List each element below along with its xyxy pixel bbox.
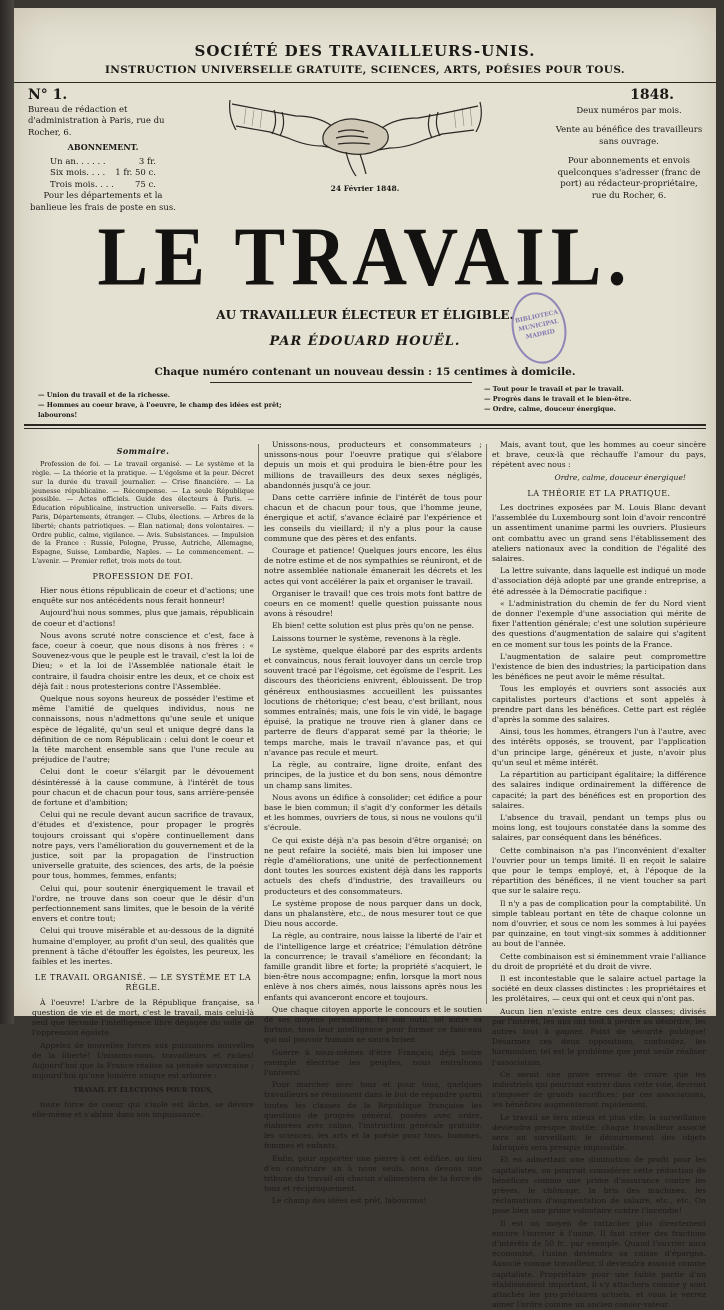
paragraph: Tous les employés et ouvriers sont associés aux capitalistes porteurs d'actions et sont appelés à prendre part dans les bénéfices. Cette part est réglée d'après la somme des salaires. <box>492 684 706 725</box>
paragraph: Guerre à nous-mêmes d'être Français; déjà notre exemple électrise les peuples, nous entraînons l'univers! <box>264 1047 482 1077</box>
paragraph: Celui qui ne recule devant aucun sacrifice de travaux, d'études et d'existence, pour propager le progrès toujours croissant qui s'opère continuellement dans notre pays, vers l'amélioration du gouvernement et de la justice, soit par la propagation de l'instruction universelle gratuite, des sciences, des arts, de la poésie pour tous, hommes, femmes, enfants; <box>32 810 254 881</box>
frequency-note: Deux numéros par mois. <box>576 105 682 116</box>
paragraph: Dans cette carrière infinie de l'intérêt de tous pour chacun et de chacun pour tous, que l'homme jeune, énergique et actif, s'avance éclairé par l'expérience et les conseils du vieillard; il n'y a plus pour la cause commune que des pères et des enfants. <box>264 493 482 543</box>
subscription-contact: Pour abonnements et envois quelconques s'adresser (franc de port) au rédacteur-propriétaire, rue du Rocher, 6. <box>557 156 701 201</box>
paragraph: Ce serait une grave erreur de croire que les industriels qui pourront entrer dans cette voie, devront s'imposer de grands sacrifices; par ces associations, les bénéfices augmenteront rapidement. <box>492 1069 706 1110</box>
column-2 <box>264 440 482 1206</box>
price-row: Six mois. . . . 1 fr. 50 c. <box>50 168 156 178</box>
paragraph: Mais, avant tout, que les hommes au coeur sincère et brave, ceux-là que réchauffe l'amour du pays, répètent avec nous : <box>492 440 706 470</box>
heading-travail-organise: LE TRAVAIL ORGANISÉ. — LE SYSTÈME ET LA RÈGLE. <box>34 973 252 993</box>
paragraph: Nous avons un édifice à consolider; cet édifice a pour base le bien commun; il s'agit d'y conformer les détails et les hommes, ouvriers de tous, si nous ne voulons qu'il s'écroule. <box>264 792 482 833</box>
heading-theorie: LA THÉORIE ET LA PRATIQUE. <box>527 488 671 498</box>
dangling-fingers <box>346 152 366 176</box>
mottos-right: — Tout pour le travail et par le travail. — Progrès dans le travail et le bien-être. — Ordre, calme, douceur énergique. <box>484 385 632 413</box>
author-line: PAR ÉDOUARD HOUËL. <box>269 334 461 349</box>
paragraph: Courage et patience! Quelques jours encore, les élus de notre estime et de nos sympathies se réuniront, et de notre assemblée nationale émanerait les décrets et les actes qui vont accélérer la paix et organiser le travail. <box>264 546 482 586</box>
price-row: Trois mois. . . . 75 c. <box>50 179 156 190</box>
sale-benefit-note: Vente au bénéfice des travailleurs sans ouvrage. <box>555 125 703 147</box>
left-info-block <box>28 87 178 214</box>
paragraph: Nous avons scruté notre conscience et c'est, face à face, coeur à coeur, que nous disons à nos frères : « Souvenez-vous que le peuple est le travail, c'est la loi de Dieu; » et la loi de l'Assemblée nationale était le contraire, il faudra choisir entre les deux, et ce choix est déjà fait : nous protesterions contre l'Assemblée. <box>32 630 254 691</box>
paragraph: Aujourd'hui nous sommes, plus que jamais, républicain de coeur et d'actions! <box>32 608 254 628</box>
price-underline <box>210 382 472 383</box>
paragraph: Cette combinaison est si éminemment vraie l'alliance du droit de propriété et du droit de vivre. <box>492 951 706 971</box>
paragraph: Le système propose de nous parquer dans un dock, dans un phalanstère, etc., de nous mesurer tout ce que Dieu nous accorde. <box>264 898 482 929</box>
left-cuff-band <box>272 110 276 134</box>
column-separator <box>258 444 259 1004</box>
paragraph: Il est incontestable que le salaire actuel partage la société en deux classes distinctes : les propriétaires et les prolétaires, — ceux qui ont et ceux qui n'ont pas. <box>492 973 706 1004</box>
paragraph: Celui dont le coeur s'élargit par le dévouement désintéressé à la cause commune, à l'intérêt de tous pour chacun et de chacun pour tous, sans arrière-pensée de fortune et d'ambition; <box>32 767 254 808</box>
issue-year: 1848. <box>630 87 674 103</box>
paragraph: La règle, au contraire, nous laisse la liberté de l'air et de l'intelligence large et créatrice; l'émulation détrône la concurrence; le travail s'améliore en fécondant; la famille grandit libre et forte; la propriété s'acquiert, le bien-être nous accompagne; enfin, lorsque la mort nous enlève à nos chers aimés, nous laissons après nous les enfants qui avanceront encore et toujours. <box>264 931 482 1002</box>
society-tagline: INSTRUCTION UNIVERSELLE GRATUITE, SCIENCES, ARTS, POÉSIES POUR TOUS. <box>105 64 625 76</box>
paragraph: Hier nous étions républicain de coeur et d'actions; une enquête sur nos antécédents nous ferait honneur! <box>32 585 254 606</box>
paragraph: Quelque nous soyons heureux de posséder l'estime et même l'amitié de quelques individus, nous ne connaissons, nous n'admettons qu'une seule et unique espèce de légalité, qu'un seul et unique degré dans la définition de ce nom Républicain : celui dont le coeur et la tête marchent ensemble sans que l'une recule au préjudice de l'autre; <box>32 694 254 765</box>
column-1 <box>32 440 254 1119</box>
paragraph: La règle, au contraire, ligne droite, enfant des principes, de la justice et du bon sens, nous démontre un champ sans limites. <box>264 760 482 790</box>
sommaire-title: Sommaire. <box>116 446 170 456</box>
departements-note: Pour les départements et la banlieue les frais de poste en sus. <box>30 191 176 213</box>
paragraph: L'augmentation de salaire peut compromettre l'existence de bien des industries; la participation dans les bénéfices ne peut avoir le même résultat. <box>492 651 706 682</box>
paragraph: Celui qui trouve misérable et au-dessous de la dignité humaine d'employer, au profit d'un seul, des qualités que prennent à tâche d'étouffer les égoïstes, les peureux, les faibles et les inertes. <box>32 926 254 967</box>
paragraph: Ainsi, tous les hommes, étrangers l'un à l'autre, avec des intérêts opposés, se trouvent, par l'application d'un principe large, généreux et juste, n'avoir plus qu'un seul et même intérêt. <box>492 727 706 767</box>
motto-line: Ordre, calme, douceur énergique! <box>554 472 686 482</box>
heading-elections: TRAVAIL ET ÉLECTIONS POUR TOUS, <box>73 1086 213 1095</box>
paragraph: Cette combinaison n'a pas l'inconvénient d'exalter l'ouvrier pour un temps limité. Il en reçoit le salaire que pour le temps employé, et, à l'époque de la répartition des bénéfices, il ne vient toucher sa part que sur le salaire reçu. <box>492 845 706 896</box>
paragraph: « L'administration du chemin de fer du Nord vient de donner l'exemple d'une association qui mérite de fixer l'attention générale; c'est une solution supérieure des questions d'augmentation de salaire qui s'agitent en ce moment sur tous les points de la France. <box>492 598 706 649</box>
paragraph: Pour marcher avec tous et pour tous, quelques travailleurs se réunissent dans le but de répandre parmi toutes les classes de la République française les questions de progrès général, posées avec ordre, élaborées avec calme, l'instruction générale gratuite, les sciences, les arts et la poésie pour tous, hommes, femmes et enfants. <box>264 1080 482 1151</box>
bureau-address: Bureau de rédaction et d'administration à Paris, rue du Rocher, 6. <box>28 104 165 138</box>
header-bottom-rule-thin <box>24 428 706 429</box>
paragraph: Il est un moyen de rattacher plus directement encore l'ouvrier à l'usine. Il faut créer des fractions d'intérêts de 50 fr., par exemple. Quand l'ouvrier aura économisé, l'usine deviendra sa caisse d'épargne. Associé comme travailleur, il deviendra associé comme capitaliste. Propriétaire pour une faible partie d'un établissement important, il s'y attachera comme y sont attachés les pro-priétaires actuels, et vous le verrez aimer l'ordre comme un ancien conser-vateur. <box>492 1218 706 1310</box>
paragraph: À l'oeuvre! L'arbre de la République française, sa question de vie et de mort, c'est le travail, mais celui-là seul que féconde l'intelligence libre dégagée du voile de l'oppression égoïste. <box>32 997 254 1038</box>
library-stamp: BIBLIOTECA MUNICIPAL MADRID <box>505 287 573 369</box>
header-bottom-rule <box>24 424 706 426</box>
society-name: SOCIÉTÉ DES TRAVAILLEURS-UNIS. <box>194 42 536 60</box>
paragraph: Et en admettant une diminution de profit pour les capitalistes, on pourrait considérer cette réduction de bénéfices comme une prime d'assurance contre les grèves, le chômage, la bris des machines, les réclamations d'augmentation de salaire, etc., etc. On pose bien une prime volontaire contre l'incendie! <box>492 1155 706 1216</box>
newspaper-title: LE TRAVAIL. <box>97 210 633 304</box>
paragraph: Organiser le travail! que ces trois mots font battre de coeurs en ce moment! quelle question puissante nous avons à résoudre! <box>264 588 482 619</box>
paragraph: Laissons tourner le système, revenons à la règle. <box>272 633 461 643</box>
mottos-left: — Union du travail et de la richesse. — Hommes au coeur brave, à l'oeuvre, le champ des idées est prêt; labourons! <box>38 391 282 419</box>
column-3 <box>492 440 706 1310</box>
dedication: AU TRAVAILLEUR ÉLECTEUR ET ÉLIGIBLE. <box>216 308 514 322</box>
right-cuff-band <box>436 112 440 136</box>
book-binding <box>0 0 14 1024</box>
paragraph: Appelez de nouvelles forces aux puissances nouvelles de la liberté! Unissons-nous, travailleurs et riches! Aujourd'hui que la France réalise sa pensée souveraine ; aujourd'hui qu'une lumière unique est arborée : <box>32 1040 254 1081</box>
price-note: Chaque numéro contenant un nouveau dessin : 15 centimes à domicile. <box>154 366 576 378</box>
paragraph: Le travail se fera mieux et plus vite; la surveillance deviendra presque inutile; chaque travailleur associé sera un surveillant; le détournement des objets fabriqués sera presque impossible. <box>492 1112 706 1153</box>
paragraph: Le système, quelque élaboré par des esprits ardents et convaincus, nous ferait louvoyer dans un cercle trop souvent tracé par l'égoïsme, cet égoïsme de l'esprit. Les discours des théoriciens enivrent, éblouissent. De trop généreux enthousiasmes accueillent les puissantes locutions de rhétorique; c'est beau, c'est brillant, nous sommes entraînés; mais, une fois le vin vidé, le bagage épuisé, la pratique ne trouve rien à glaner dans ce parterre de fleurs d'apparat semé par la théorie; le temps marche, mais le travail n'avance pas, et qui n'avance pas recule et meurt. <box>264 645 482 757</box>
left-cuff-band <box>280 112 284 136</box>
masthead-rule <box>14 82 716 83</box>
paragraph: L'absence du travail, pendant un temps plus ou moins long, est toujours constatée dans la somme des salaires, par conséquent dans les bénéfices. <box>492 812 706 843</box>
paragraph: Que chaque citoyen apporte le concours et le soutien de ses moyens personnels, tel son outil, tel autre sa fortune, tous leur intelligence pour former ce faisceau qui nul pouvoir humain ne saura briser. <box>264 1004 482 1045</box>
paragraph: Le champ des idées est prêt, labourons! <box>272 1196 427 1206</box>
paragraph: Unissons-nous, producteurs et consommateurs ; unissons-nous pour l'oeuvre pratique qui s'élabore depuis un mois et qui produira le bien-être pour les millions de travailleurs des deux sexes négligés, abandonnés jusqu'à ce jour. <box>264 440 482 490</box>
paragraph: Ce qui existe déjà n'a pas besoin d'être organisé; on ne peut refaire la société, mais bien lui imposer une règle d'améliorations, une unité de perfectionnement dont toutes les sources existent déjà dans les rapports actuels des chefs d'industrie, des travailleurs ou producteurs et des consommateurs. <box>264 835 482 896</box>
paragraph: Celui qui, pour soutenir énergiquement le travail et l'ordre, ne trouve dans son coeur que le désir d'un perfectionnement sans limites, que le besoin de la vérité envers et contre tout; <box>32 883 254 924</box>
clasped-hands-illustration <box>226 86 486 182</box>
paragraph: La lettre suivante, dans laquelle est indiqué un mode d'association déjà adopté par une grande entreprise, a été adressée à la Démocratie pacifique : <box>492 566 706 596</box>
sommaire-text: Profession de foi. — Le travail organisé. — Le système et la règle. — La théorie et la pratique. — L'égoïsme et la peur. Décret sur la durée du travail journalier. — Crise financière. — La jeunesse républicaine. — Récompense. — La seule République possible. — Actes officiels. Guide des électeurs à Paris. — Éducation républicaine, instruction universelle. — Faits divers. Paris, Départements, étranger. — Clubs, élections. — Arbres de la liberté; chants patriotiques. — Élan national; dons volontaires. — Ordre public, calme, vigilance. — Avis. Subsistances. — Impulsion de la France : Russie, Pologne, Prusse, Autriche, Allemagne, Espagne, Suisse, Lombardie, Naples. — Le commencement. — L'avenir. — Premier reflet, trois mots de tout. <box>32 460 254 565</box>
paragraph: toute force de coeur qui s'isole est lâche, se dévore elle-même et s'abîme dans son impuissance. <box>32 1099 254 1119</box>
heading-profession: PROFESSION DE FOI. <box>92 571 194 581</box>
column-separator <box>486 444 487 1004</box>
paragraph: Il n'y a pas de complication pour la comptabilité. Un simple tableau portant en tête de chaque colonne un nom d'ouvrier, et sous ce nom les sommes à lui payées par quinzaine, en tout vingt-six sommes à additionner au bout de l'année. <box>492 898 706 949</box>
paragraph: Enfin, pour apporter une pierre à cet édifice, au lieu d'en construire un à nous seuls, nous devons une tribune du travail où chacun s'alimentera de la force de tous et réciproquement. <box>264 1153 482 1194</box>
paragraph: La répartition au participant égalitaire; la différence des salaires indique ordinairement la différence de capacité; la part des bénéfices est en proportion des salaires. <box>492 770 706 810</box>
abonnement-label: ABONNEMENT. <box>67 142 139 152</box>
paragraph: Eh bien! cette solution est plus près qu'on ne pense. <box>272 621 475 631</box>
price-row: Un an. . . . . . 3 fr. <box>50 156 156 167</box>
paragraph: Aucun lien n'existe entre ces deux classes; divisés par l'intérêt, les uns ont tout à perdre au désordre, les autres tout à gagner. Point de sécurité publique! Désarmez ces deux oppositions, confondez, les harmoniser, tel est le problème que peut seule réaliser l'association. <box>492 1006 706 1067</box>
paragraph: Les doctrines exposées par M. Louis Blanc devant l'assemblée du Luxembourg sont loin d'avoir rencontré un assentiment unanime parmi les ouvriers. Plusieurs ont combattu avec un grand sens l'établissement des ateliers nationaux avec la condition de l'égalité des salaires. <box>492 503 706 564</box>
newspaper-page <box>14 8 716 1310</box>
issue-number: N° 1. <box>28 87 68 103</box>
issue-date: 24 Février 1848. <box>330 184 400 193</box>
right-cuff-band <box>428 114 432 138</box>
